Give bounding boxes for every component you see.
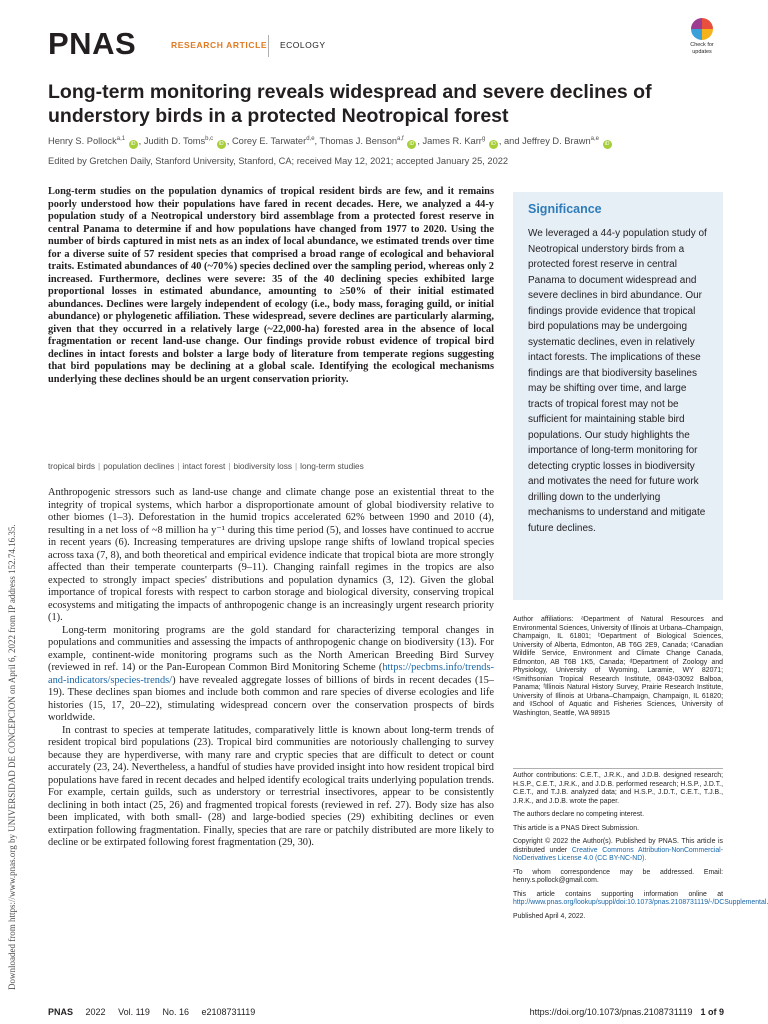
supporting-info — [513, 890, 767, 908]
footer-pages: 1 of 9 — [700, 1007, 724, 1017]
author-affiliation-sup: a,f — [397, 136, 404, 142]
author-affiliation-sup: b,c — [205, 136, 214, 142]
editor-line: Edited by Gretchen Daily, Stanford University, Stanford, CA; received May 12, 2021; accepted January 25, 2022 — [48, 156, 509, 166]
author-affiliation-sup: g — [481, 136, 486, 142]
competing-interest: The authors declare no competing interest. — [513, 811, 644, 818]
footer-journal: PNAS — [48, 1007, 74, 1017]
direct-submission: This article is a PNAS Direct Submission. — [513, 824, 639, 832]
keyword[interactable]: biodiversity loss — [233, 461, 293, 471]
orcid-icon[interactable]: iD — [603, 140, 612, 149]
footer-number: No. 16 — [162, 1007, 189, 1017]
author-affiliations — [513, 616, 723, 723]
orcid-icon[interactable]: iD — [407, 140, 416, 149]
author-name[interactable]: James R. Karr — [422, 136, 482, 147]
author-affiliation-sup: d,e — [306, 136, 315, 142]
page-footer — [48, 1007, 724, 1017]
license-link[interactable]: Creative Commons Attribution-NonCommercial-NoDerivatives License 4.0 (CC BY-NC-ND). — [513, 846, 724, 862]
keyword[interactable]: tropical birds — [48, 461, 96, 471]
author-separator: , and — [498, 136, 523, 147]
author-name[interactable]: Corey E. Tarwater — [231, 136, 307, 147]
supplemental-link[interactable]: http://www.pnas.org/lookup/suppl/doi:10.1073/pnas.2108731119/-/DCSupplemental — [513, 899, 767, 906]
author-separator: , — [417, 136, 423, 147]
section-label: RESEARCH ARTICLE — [171, 40, 268, 50]
author-name[interactable]: Judith D. Toms — [143, 136, 206, 147]
footer-article-id: e2108731119 — [201, 1007, 256, 1017]
significance-text: We leveraged a 44-y population study of Neotropical understory birds from a protected forest reserve in central Panama to document widespread and severe declines in bird abundance. Our findings provide evidence that tropical bird populations may be undergoing systematic declines, even in relatively intact forests. The implications of these findings are that biodiversity baselines may be shifting over time, and large tracts of tropical forest may not be sufficient for maintaining stable bird populations. Our study highlights the importance of long-term monitoring for detecting cryptic losses in biodiversity and motivates the need for future work drilling down to the underlying mechanisms to understand and mitigate future declines. — [528, 228, 707, 534]
journal-logo: PNAS — [48, 26, 137, 61]
author-affiliation-sup: a,e — [590, 136, 599, 142]
body-text: Long-term monitoring programs are the gold standard for characterizing temporal changes in populations and communities and assessing the impacts of anthropogenic change on biodiversity (13). For example, continent-wide monitoring programs such as the North American Breeding Bird Survey (reviewed in ref. 14) or the Pan-European Common Bird Monitoring Scheme ( — [48, 624, 494, 673]
copyright — [513, 838, 723, 864]
author-separator: , — [314, 136, 320, 147]
supporting-text: This article contains supporting information online at — [513, 890, 723, 898]
body-paragraph-2 — [48, 625, 494, 725]
abstract: Long-term studies on the population dynamics of tropical resident birds are few, and it remains poorly understood how their populations have fared in recent decades. Here, we analyzed a 44-y population study of a Neotropical understory bird assemblage from a protected forest reserve in central Panama to determine if and how populations have changed from 1977 to 2020. Using the number of birds captured in mist nets as an index of local abundance, we estimated trends over time for a diverse suite of 57 resident species that comprised a broad range of ecological and behavioral traits. Estimated abundances of 40 (~70%) species declined over the sampling period, whereas only 2 increased. Furthermore, declines were severe: 35 of the 40 declining species exhibited large proportional losses in estimated abundance, amounting to ≥50% of their initial estimated abundances. Declines were largely independent of ecology (i.e., body mass, foraging guild, or initial abundance) or phylogenetic affiliation. These widespread, severe declines are particularly alarming, given that they occurred in a relatively large (~22,000-ha) forested area in the absence of local fragmentation or recent land-use change. Our findings provide robust evidence of tropical bird declines in intact forests and bolster a large body of literature from temperate regions suggesting that bird populations may be declining at a global scale. Identifying the ecological mechanisms underlying these declines should be an urgent conservation priority. — [48, 186, 494, 385]
author-affiliation-sup: a,1 — [116, 136, 126, 142]
orcid-icon[interactable]: iD — [489, 140, 498, 149]
footer-right — [530, 1007, 724, 1017]
check-updates-icon — [691, 18, 713, 40]
badge-line-1: Check for — [690, 42, 714, 48]
header-divider — [268, 35, 269, 57]
significance-heading: Significance — [528, 202, 602, 216]
keyword[interactable]: population declines — [103, 461, 175, 471]
author-contributions: Author contributions: C.E.T., J.R.K., and J.D.B. designed research; H.S.P., C.E.T., J.R.K., and J.D.B. performed research; H.S.P., J.D.T., C.E.T., and T.J.B. analyzed data; and H.S.P., J.D.T., C.E.T., T.J.B., J.R.K., and J.D.B. wrote the paper. — [513, 772, 723, 805]
footer-doi-link[interactable]: https://doi.org/10.1073/pnas.2108731119 — [529, 1007, 693, 1017]
badge-line-2: updates — [692, 48, 712, 55]
significance-box — [513, 192, 723, 600]
orcid-icon[interactable]: iD — [129, 140, 138, 149]
footer-year: 2022 — [85, 1007, 106, 1017]
keyword[interactable]: intact forest — [182, 461, 226, 471]
body-paragraph-3: In contrast to species at temperate latitudes, comparatively little is known about long-term trends of resident tropical bird populations (23). Tropical bird communities are notoriously challenging to survey because they are hyperdiverse, with many rare and cryptic species that are difficult to detect or count accurately (23, 24). Nevertheless, a handful of studies have provided insight into how resident tropical bird populations have fared in recent decades and helped identify ecological traits underlying population trends. For example, certain guilds, such as understory or terrestrial insectivores, appear to be consistently declining in both intact (25, 26) and fragmented tropical forests (reviewed in ref. 27). Body size has also been implicated, with both small- (28) and large-bodied species (29) exhibiting declines or even extirpation following fragmentation. Finally, species that are rare or patchily distributed are more likely to decline or be extirpated following forest fragmentation (29, 30). — [48, 724, 494, 848]
author-separator: , — [226, 136, 232, 147]
author-name[interactable]: Thomas J. Benson — [319, 136, 398, 147]
body-paragraph-1: Anthropogenic stressors such as land-use change and climate change pose an existential threat to the integrity of tropical systems, which harbor a disproportionate amount of global biodiversity relative to other biomes (1–3). Deforestation in the humid tropics accelerated 62% between 1990 and 2010 (4), resulting in a net loss of ~8 million ha y⁻¹ during this time period (5), and losses have continued to accrue in recent years (6). Increasing temperatures are driving upslope range shifts of lowland tropical species across taxa (7, 8), and both theoretical and empirical evidence indicate that tropical biota are more strongly affected than their temperate counterparts (9–11). Changing rainfall regimes in the tropics are also expected to strongly impact species' distributions and population dynamics (3, 12). Given the global importance of tropical forests with respect to carbon storage and biological diversity, conserving tropical ecosystems and mitigating the impacts of anthropogenic change is an increasingly urgent research priority (1). — [48, 487, 494, 623]
author-list — [48, 136, 728, 149]
notes-divider — [513, 768, 723, 769]
check-for-updates-badge[interactable] — [682, 18, 722, 62]
footer-volume: Vol. 119 — [118, 1007, 150, 1017]
article-body — [48, 487, 494, 850]
author-name[interactable]: Jeffrey D. Brawn — [522, 136, 591, 147]
affiliations-text: Author affiliations: ᵃDepartment of Natural Resources and Environmental Sciences, University of Illinois at Urbana–Champaign, Champaign, IL 61801; ᵇDepartment of Biological Sciences, University of Alberta, Edmonton, AB T6G 2E9, Canada; ᶜCanadian Wildlife Service, Environment and Climate Change Canada, Edmonton, AB T6B 1K5, Canada; ᵈDepartment of Zoology and Physiology, University of Wyoming, Laramie, WY 82071; ᵉSmithsonian Tropical Research Institute, 0843-03092 Balboa, Panama; ᶠIllinois Natural History Survey, Prairie Research Institute, University of Illinois at Urbana–Champaign, Champaign, IL 61820; and ᵍSchool of Aquatic and Fisheries Sciences, University of Washington, Seattle, WA 98915 — [513, 616, 723, 717]
body-text: ) have revealed aggregate losses of billions of birds in recent decades (15–19). These declines span biomes and include both common and rare species of diverse ecologies and life histories (15, 17, 20–22), stimulating widespread concern over the conservation prospects of birds worldwide. — [48, 674, 494, 723]
pecbms-link[interactable]: https://pecbms.info/trends-and-indicators/species-trends/ — [48, 662, 494, 686]
orcid-icon[interactable]: iD — [217, 140, 226, 149]
keyword[interactable]: long-term studies — [300, 461, 364, 471]
published-date: Published April 4, 2022. — [513, 912, 586, 920]
author-separator: , — [138, 136, 144, 147]
article-notes — [513, 772, 767, 926]
topic-label: ECOLOGY — [280, 40, 326, 50]
author-name[interactable]: Henry S. Pollock — [48, 136, 117, 147]
copyright-text: Copyright © 2022 the Author(s). Published by PNAS. This article is distributed under — [513, 838, 723, 854]
download-note: Downloaded from https://www.pnas.org by UNIVERSIDAD DE CONCEPCION on April 6, 2022 from IP address 152.74.16.35. — [7, 524, 17, 990]
correspondence: ¹To whom correspondence may be addressed. Email: henry.s.pollock@gmail.com. — [513, 868, 723, 884]
keyword-list: tropical birds | population declines | intact forest | biodiversity loss | long-term studies — [48, 461, 364, 471]
article-title: Long-term monitoring reveals widespread and severe declines of understory birds in a protected Neotropical forest — [48, 81, 652, 127]
